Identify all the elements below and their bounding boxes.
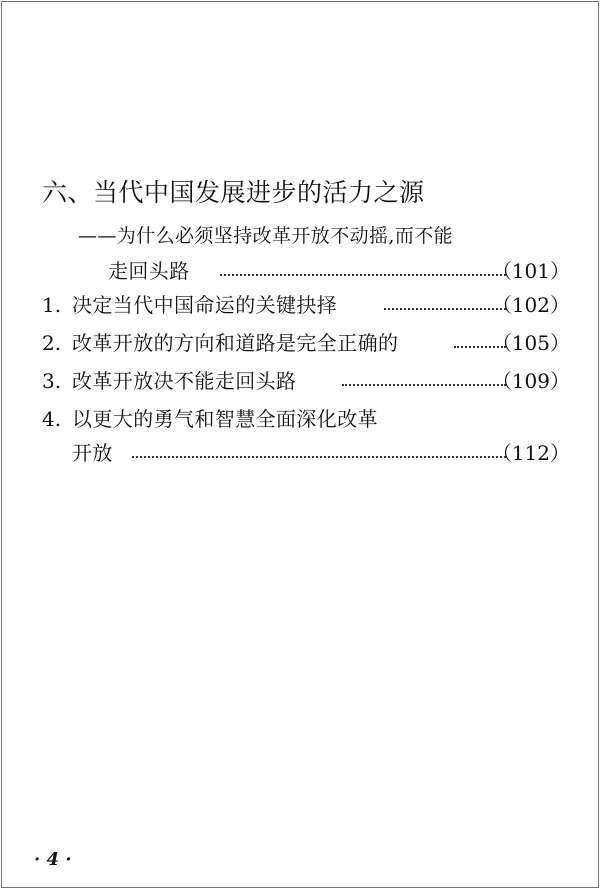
entry-number: 1.	[42, 293, 62, 317]
entry-number: 3.	[42, 369, 62, 393]
page-number: （101）	[491, 259, 570, 283]
entry-title: 决定当代中国命运的关键抉择	[72, 293, 338, 317]
page-number: （109）	[491, 369, 570, 393]
toc-row-4-continuation	[42, 438, 570, 468]
dot-leader	[384, 305, 506, 310]
page-number: （102）	[491, 293, 570, 317]
section-subtitle-continuation: 走回头路	[108, 259, 190, 283]
dot-leader	[220, 271, 506, 276]
toc-row-section-continuation	[42, 256, 570, 286]
toc-row-2	[42, 328, 570, 358]
section-subtitle: ——为什么必须坚持改革开放不动摇,而不能	[78, 225, 454, 247]
entry-number: 2.	[42, 331, 62, 355]
entry-number: 4.	[42, 407, 62, 431]
page-number: （105）	[491, 331, 570, 355]
page-folio: · 4 ·	[34, 849, 72, 870]
entry-title: 改革开放决不能走回头路	[72, 369, 297, 393]
dot-leader	[132, 453, 506, 458]
toc-row-1	[42, 290, 570, 320]
entry-title: 以更大的勇气和智慧全面深化改革	[72, 407, 378, 431]
page-number: （112）	[491, 441, 570, 465]
toc-row-3	[42, 366, 570, 396]
entry-title-continuation: 开放	[72, 441, 113, 465]
section-title: 六、当代中国发展进步的活力之源	[42, 178, 425, 207]
toc-row-4	[42, 404, 570, 434]
entry-title: 改革开放的方向和道路是完全正确的	[72, 331, 399, 355]
dot-leader	[342, 381, 506, 386]
